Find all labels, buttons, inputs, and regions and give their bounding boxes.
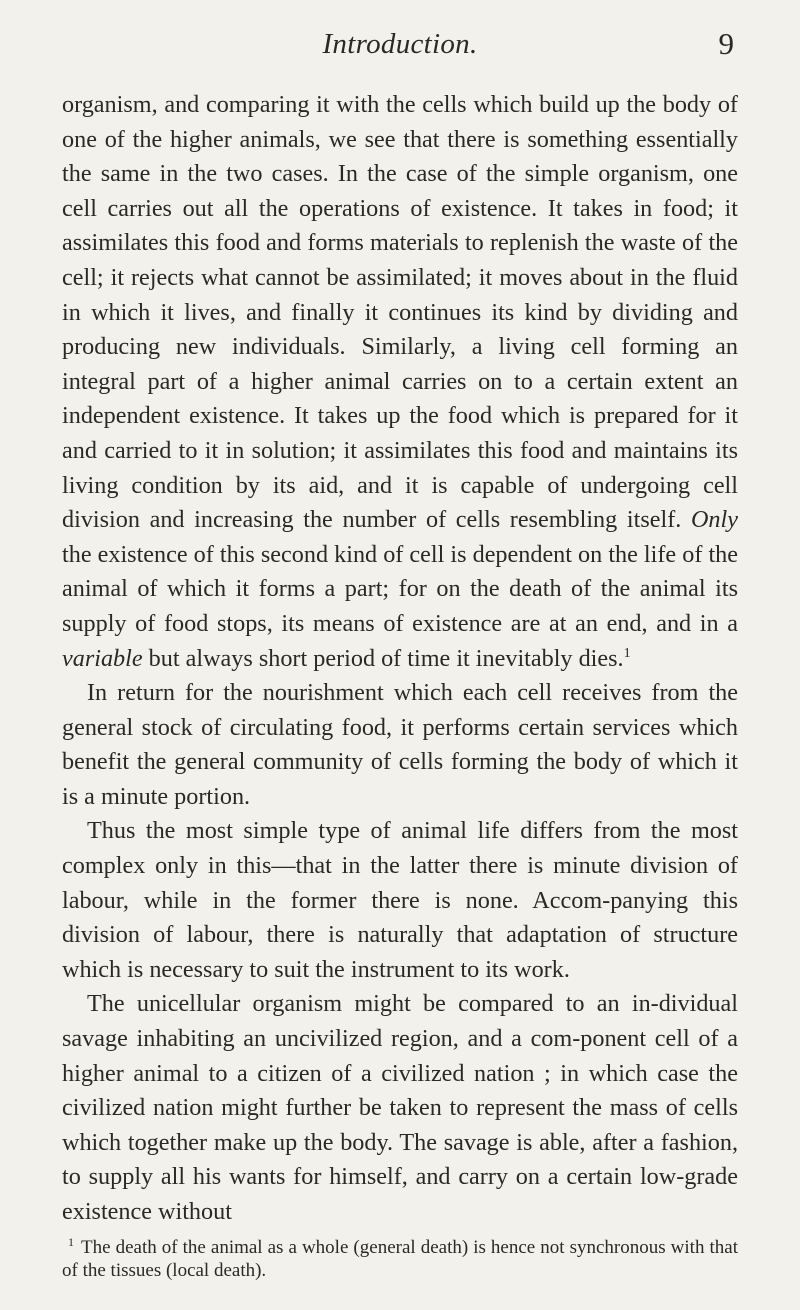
footnote bbox=[62, 1236, 738, 1282]
body-text bbox=[62, 88, 738, 1230]
page-header bbox=[62, 22, 738, 72]
paragraph-1-text-b: the existence of this second kind of cell is dependent on the life of the animal of which it forms a part; for on the death of the animal its supply of food stops, its means of existence are at an end, and in a bbox=[62, 540, 738, 637]
running-title: Introduction. bbox=[322, 28, 478, 60]
footnote-text: The death of the animal as a whole (general death) is hence not synchronous with that of the tissues (local death). bbox=[62, 1236, 738, 1281]
footnote-reference: 1 bbox=[623, 645, 631, 661]
paragraph-1 bbox=[62, 88, 738, 676]
paragraph-4: The unicellular organism might be compared to an in-dividual savage inhabiting an uncivilized region, and a com-ponent cell of a higher animal to a citizen of a civilized nation ; in which case the civilized nation might further be taken to represent the mass of cells which together make up the body. The savage is able, after a fashion, to supply all his wants for himself, and carry on a certain low-grade existence without bbox=[62, 990, 738, 1225]
paragraph-2: In return for the nourishment which each cell receives from the general stock of circulating food, it performs certain services which benefit the general community of cells forming the body of which it is a minute portion. bbox=[62, 679, 738, 810]
paragraph-1-text-a: organism, and comparing it with the cells which build up the body of one of the higher animals, we see that there is something essentially the same in the two cases. In the case of the simple organism, one cell carries out all the operations of existence. It takes in food; it assimilates this food and forms materials to replenish the waste of the cell; it rejects what cannot be assimilated; it moves about in the fluid in which it lives, and finally it continues its kind by dividing and producing new individuals. Similarly, a living cell forming an integral part of a higher animal carries on to a certain extent an independent existence. It takes up the food which is prepared for it and carried to it in solution; it assimilates this food and maintains its living condition by its aid, and it is capable of undergoing cell division and increasing the number of cells resembling itself. bbox=[62, 91, 738, 534]
emphasis-variable: variable bbox=[62, 644, 143, 672]
footnote-mark: 1 bbox=[68, 1234, 74, 1249]
emphasis-only: Only bbox=[690, 506, 738, 534]
paragraph-3: Thus the most simple type of animal life differs from the most complex only in this—that in the latter there is minute division of labour, while in the former there is none. Accom-panying this division of labour, there is naturally that adaptation of structure which is necessary to suit the instrument to its work. bbox=[62, 817, 738, 983]
paragraph-1-text-c: but always short period of time it inevitably dies. bbox=[142, 644, 624, 672]
page-number: 9 bbox=[718, 26, 734, 61]
book-page bbox=[62, 22, 738, 1282]
